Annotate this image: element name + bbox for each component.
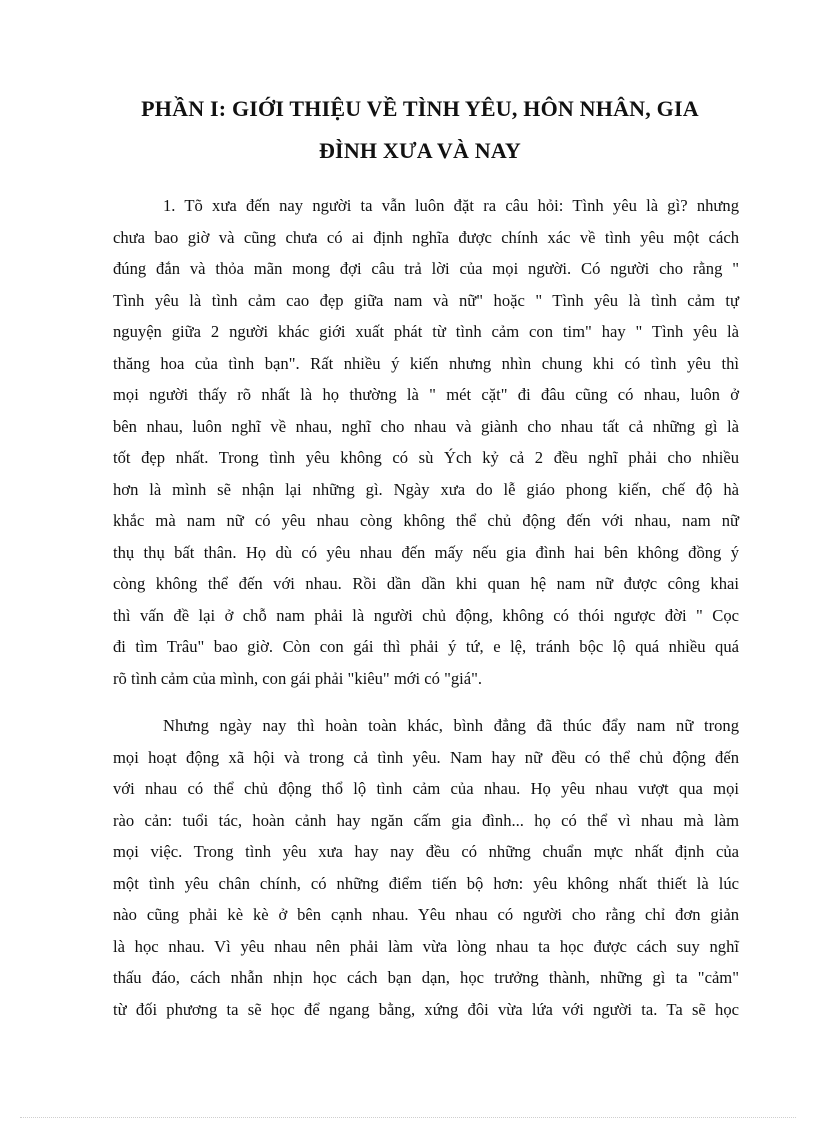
text-line: là học nhau. Vì yêu nhau nên phải làm vừa lòng nhau ta học được cách suy nghĩ: [113, 936, 739, 956]
paragraph-2: [113, 710, 739, 1025]
text-line: tốt đẹp nhất. Trong tình yêu không có sù Ých kỷ cả 2 đều nghĩ phải cho nhiều: [113, 448, 739, 467]
text-line: Nhưng ngày nay thì hoàn toàn khác, bình đẳng đã thúc đẩy nam nữ trong: [163, 716, 739, 735]
text-line: mọi hoạt động xã hội và trong cả tình yêu. Nam hay nữ đều có thể chủ động đến: [113, 747, 739, 767]
text-line: rào cản: tuổi tác, hoàn cảnh hay ngăn cấm gia đình... họ có thể vì nhau mà làm: [113, 810, 739, 830]
text-line: một tình yêu chân chính, có những điểm tiến bộ hơn: yêu không nhất thiết là lúc: [113, 873, 739, 893]
text-line: mọi việc. Trong tình yêu xưa hay nay đều có những chuẩn mực nhất định của: [113, 842, 739, 861]
text-line: bên nhau, luôn nghĩ về nhau, nghĩ cho nhau và giành cho nhau tất cả những gì là: [113, 416, 739, 436]
text-line: với nhau có thể chủ động thổ lộ tình cảm của nhau. Họ yêu nhau vượt qua mọi: [113, 779, 739, 798]
text-line: 1. Tõ xưa đến nay người ta vẫn luôn đặt ra câu hỏi: Tình yêu là gì? nhưng: [163, 196, 739, 215]
text-line: khắc mà nam nữ có yêu nhau còng không thể chủ động đến với nhau, nam nữ: [113, 511, 739, 530]
text-line: nguyện giữa 2 người khác giới xuất phát từ tình cảm con tim" hay " Tình yêu là: [113, 322, 739, 341]
text-line: hơn là mình sẽ nhận lại những gì. Ngày xưa do lễ giáo phong kiến, chế độ hà: [113, 479, 739, 499]
text-line: thụ thụ bất thân. Họ dù có yêu nhau đến mấy nếu gia đình hai bên không đồng ý: [113, 542, 739, 562]
text-line: rõ tình cảm của mình, con gái phải "kiêu" mới có "giá".: [113, 668, 483, 688]
document-title: [90, 88, 750, 172]
paragraph-1: [113, 190, 739, 694]
title-line: ĐÌNH XƯA VÀ NAY: [318, 138, 522, 163]
text-line: mọi người thấy rõ nhất là họ thường là " mét cặt" đi đâu cũng có nhau, luôn ở: [113, 385, 739, 404]
text-line: nào cũng phải kè kè ở bên cạnh nhau. Yêu nhau có người cho rằng chỉ đơn giản: [113, 905, 739, 924]
text-line: đúng đắn và thỏa mãn mong đợi câu trả lời của mọi người. Có người cho rằng ": [113, 259, 739, 278]
text-line: từ đối phương ta sẽ học để ngang bằng, xứng đôi vừa lứa với người ta. Ta sẽ học: [113, 999, 739, 1019]
page-bottom-divider: [20, 1117, 796, 1118]
text-line: thăng hoa của tình bạn". Rất nhiều ý kiến nhưng nhìn chung khi có tình yêu thì: [113, 353, 739, 373]
text-line: đi tìm Trâu" bao giờ. Còn con gái thì phải ý tứ, e lệ, tránh bộc lộ quá nhiều quá: [113, 637, 739, 656]
text-line: thấu đáo, cách nhẫn nhịn học cách bạn dạn, học trưởng thành, những gì ta "cảm": [113, 968, 739, 987]
text-line: còng không thể đến với nhau. Rồi dần dần khi quan hệ nam nữ được công khai: [113, 574, 739, 593]
text-line: chưa bao giờ và cũng chưa có ai định nghĩa được chính xác về tình yêu một cách: [113, 227, 739, 247]
title-line: PHẦN I: GIỚI THIỆU VỀ TÌNH YÊU, HÔN NHÂN, GIA: [141, 96, 699, 121]
text-line: thì vấn đề lại ở chỗ nam phải là người chủ động, không có thói ngược đời " Cọc: [113, 605, 739, 625]
text-line: Tình yêu là tình cảm cao đẹp giữa nam và nữ" hoặc " Tình yêu là tình cảm tự: [113, 290, 739, 310]
